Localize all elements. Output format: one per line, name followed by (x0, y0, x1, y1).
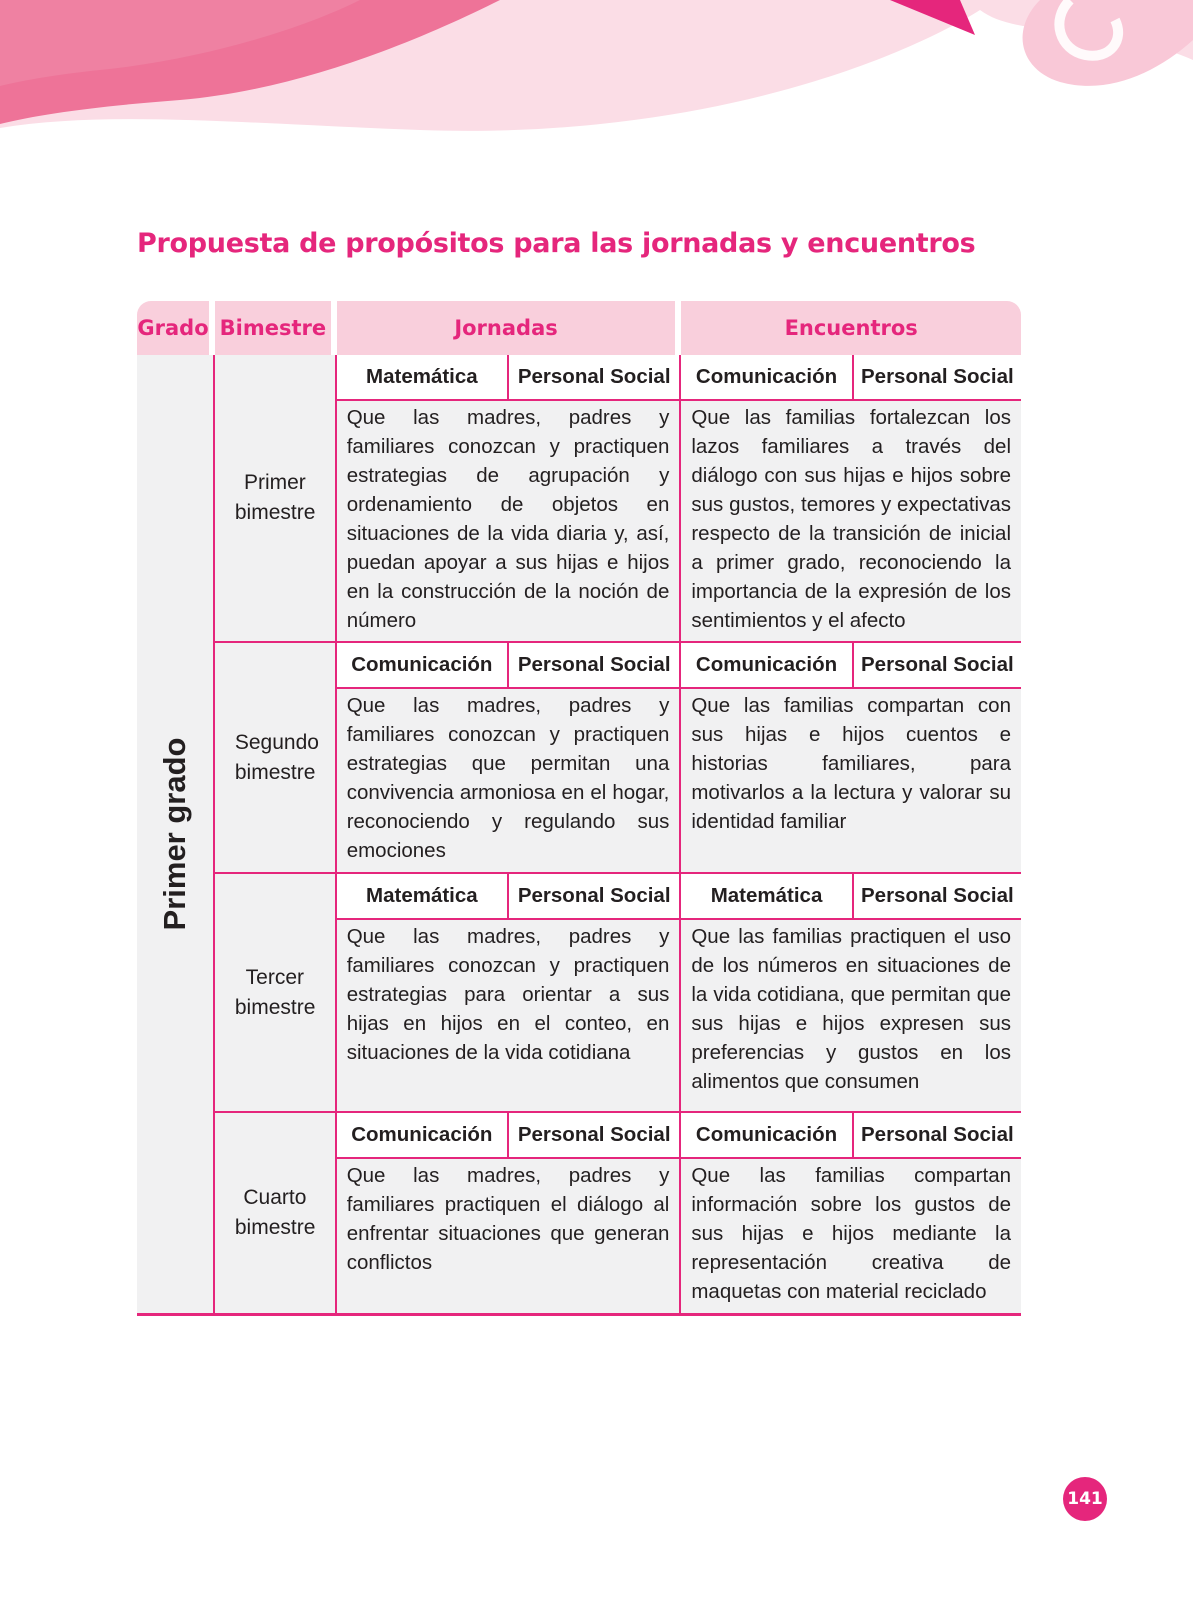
header-grado: Grado (137, 301, 215, 355)
jornadas-subject: Matemática (337, 355, 509, 401)
jornadas-subject: Personal Social (509, 355, 681, 401)
header-bimestre: Bimestre (215, 301, 337, 355)
bimestre-cell (215, 874, 337, 1113)
subjects-row (137, 643, 1021, 689)
page-number: 141 (1063, 1477, 1107, 1521)
jornadas-subject: Personal Social (509, 1113, 681, 1159)
purposes-table (137, 301, 1021, 1316)
grade-cell (137, 355, 215, 1316)
encuentros-purpose: Que las familias compartan con sus hijas e hijos cuentos e historias familiares, para motivarlos a la lectura y valorar su identidad familiar (681, 689, 1021, 874)
encuentros-subject: Matemática (681, 874, 853, 920)
decorative-header-wave (0, 0, 1193, 140)
jornadas-purpose: Que las madres, padres y familiares conozcan y practiquen estrategias que permitan una convivencia armoniosa en el hogar, reconociendo y regulando sus emociones (337, 689, 682, 874)
table-header-row (137, 301, 1021, 355)
encuentros-subject: Comunicación (681, 643, 853, 689)
jornadas-subject: Personal Social (509, 874, 681, 920)
bimestre-label: Segundo bimestre (234, 730, 319, 784)
bimestre-label: Tercer bimestre (234, 965, 316, 1019)
bimestre-label: Primer bimestre (234, 471, 316, 524)
jornadas-purpose: Que las madres, padres y familiares practiquen el diálogo al enfrentar situaciones que generan conflictos (337, 1159, 682, 1316)
bimestre-label: Cuarto bimestre (234, 1186, 316, 1239)
jornadas-subject: Matemática (337, 874, 509, 920)
header-jornadas: Jornadas (337, 301, 682, 355)
subjects-row (137, 874, 1021, 920)
bimestre-cell (215, 643, 337, 874)
encuentros-purpose: Que las familias fortalezcan los lazos familiares a través del diálogo con sus hijas e hijos sobre sus gustos, temores y expectativas respecto de la transición de inicial a primer grado, reconociendo la importancia de la expresión de los sentimientos y el afecto (681, 401, 1021, 643)
jornadas-subject: Comunicación (337, 1113, 509, 1159)
jornadas-purpose: Que las madres, padres y familiares conozcan y practiquen estrategias para orientar a sus hijas en hijos en el conteo, en situaciones de la vida cotidiana (337, 920, 682, 1113)
encuentros-purpose: Que las familias practiquen el uso de los números en situaciones de la vida cotidiana, que permitan que sus hijas e hijos expresen sus preferencias y gustos en los alimentos que consumen (681, 920, 1021, 1113)
bimestre-cell (215, 355, 337, 643)
encuentros-subject: Personal Social (854, 355, 1021, 401)
encuentros-subject: Personal Social (854, 874, 1021, 920)
encuentros-subject: Comunicación (681, 355, 853, 401)
encuentros-subject: Personal Social (854, 1113, 1021, 1159)
bimestre-cell (215, 1113, 337, 1316)
jornadas-subject: Comunicación (337, 643, 509, 689)
encuentros-purpose: Que las familias compartan información sobre los gustos de sus hijas e hijos mediante la representación creativa de maquetas con material reciclado (681, 1159, 1021, 1316)
jornadas-purpose: Que las madres, padres y familiares conozcan y practiquen estrategias de agrupación y ordenamiento de objetos en situaciones de la vida diaria y, así, puedan apoyar a sus hijas e hijos en la construcción de la noción de número (337, 401, 682, 643)
header-encuentros: Encuentros (681, 301, 1021, 355)
encuentros-subject: Personal Social (854, 643, 1021, 689)
subjects-row (137, 355, 1021, 401)
grade-label: Primer grado (157, 737, 193, 931)
encuentros-subject: Comunicación (681, 1113, 853, 1159)
subjects-row (137, 1113, 1021, 1159)
page-title: Propuesta de propósitos para las jornadas y encuentros (137, 228, 976, 259)
jornadas-subject: Personal Social (509, 643, 681, 689)
